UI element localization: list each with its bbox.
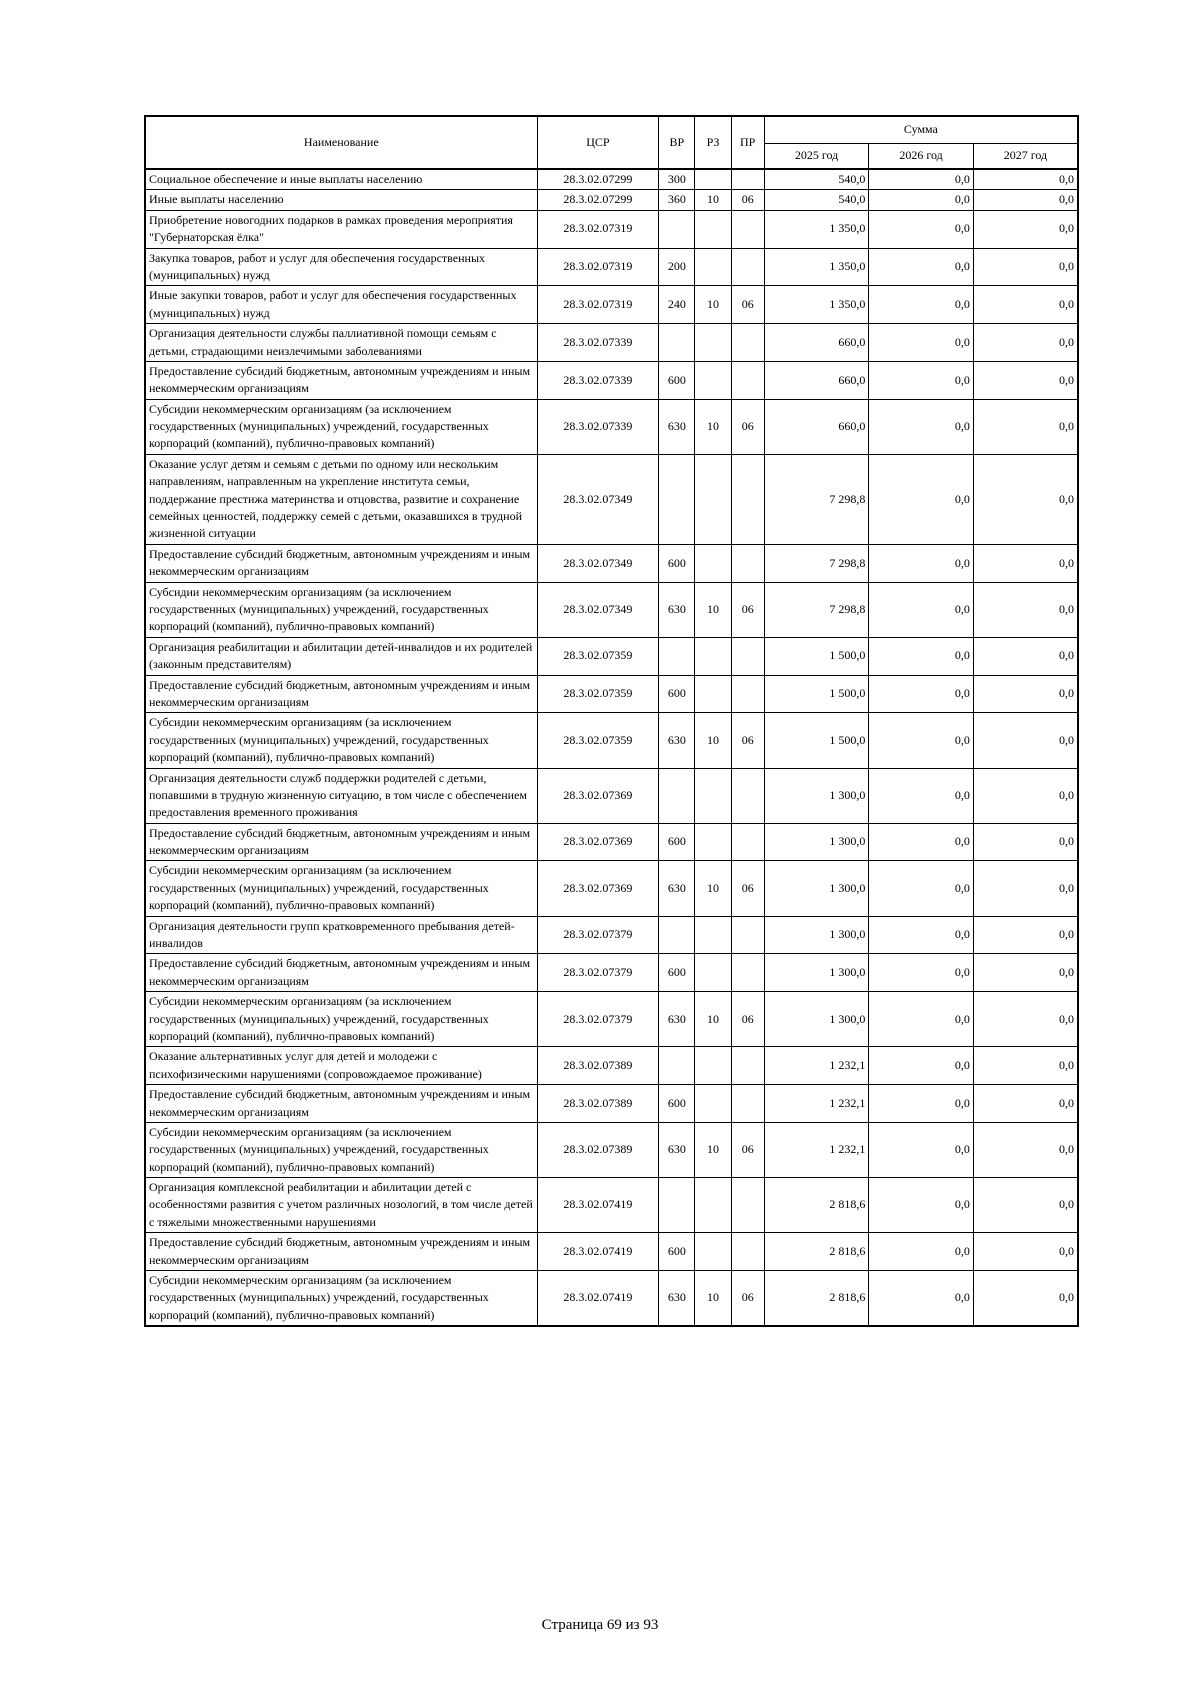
cell-2027: 0,0 [973,1047,1078,1085]
cell-csr: 28.3.02.07299 [537,169,659,190]
cell-2026: 0,0 [869,582,974,637]
cell-2026: 0,0 [869,210,974,248]
cell-pr [731,544,764,582]
table-row [145,286,1078,324]
cell-rz: 10 [695,861,731,916]
table-row [145,954,1078,992]
cell-2025: 7 298,8 [764,454,869,544]
cell-2025: 1 500,0 [764,637,869,675]
cell-2025: 1 300,0 [764,861,869,916]
header-csr: ЦСР [537,116,659,169]
cell-vr [659,916,695,954]
cell-2025: 1 350,0 [764,286,869,324]
cell-name: Субсидии некоммерческим организациям (за исключением государственных (муниципальных) учреждений, государственных корпораций (компаний), публично-правовых компаний) [145,399,537,454]
table-row [145,637,1078,675]
cell-csr: 28.3.02.07379 [537,916,659,954]
cell-pr [731,210,764,248]
cell-csr: 28.3.02.07339 [537,324,659,362]
cell-2027: 0,0 [973,399,1078,454]
cell-2025: 540,0 [764,190,869,210]
cell-vr: 600 [659,954,695,992]
cell-2025: 1 500,0 [764,675,869,713]
table-row [145,861,1078,916]
cell-rz: 10 [695,399,731,454]
cell-name: Организация комплексной реабилитации и абилитации детей с особенностями развития с учетом различных нозологий, в том числе детей с тяжелыми множественными нарушениями [145,1178,537,1233]
cell-2025: 1 232,1 [764,1085,869,1123]
table-header [145,116,1078,169]
cell-name: Оказание услуг детям и семьям с детьми по одному или нескольким направлениям, направленным на укрепление института семьи, поддержание престижа материнства и отцовства, развитие и сохранение семейных ценностей, поддержку семей с детьми, оказавшихся в трудной жизненной ситуации [145,454,537,544]
cell-rz [695,637,731,675]
cell-vr: 360 [659,190,695,210]
cell-2025: 1 232,1 [764,1122,869,1177]
table-row [145,190,1078,210]
table-row [145,675,1078,713]
cell-name: Субсидии некоммерческим организациям (за исключением государственных (муниципальных) учреждений, государственных корпораций (компаний), публично-правовых компаний) [145,1271,537,1327]
cell-2026: 0,0 [869,637,974,675]
cell-name: Иные закупки товаров, работ и услуг для обеспечения государственных (муниципальных) нужд [145,286,537,324]
table-row [145,582,1078,637]
cell-rz [695,361,731,399]
cell-name: Субсидии некоммерческим организациям (за исключением государственных (муниципальных) учреждений, государственных корпораций (компаний), публично-правовых компаний) [145,861,537,916]
cell-vr: 630 [659,861,695,916]
cell-name: Предоставление субсидий бюджетным, автономным учреждениям и иным некоммерческим организациям [145,1233,537,1271]
cell-name: Субсидии некоммерческим организациям (за исключением государственных (муниципальных) учреждений, государственных корпораций (компаний), публично-правовых компаний) [145,992,537,1047]
cell-vr [659,1047,695,1085]
cell-2027: 0,0 [973,954,1078,992]
cell-2026: 0,0 [869,1085,974,1123]
cell-2027: 0,0 [973,544,1078,582]
cell-rz: 10 [695,713,731,768]
cell-vr: 600 [659,1085,695,1123]
page-number: Страница 69 из 93 [541,1617,659,1633]
cell-csr: 28.3.02.07369 [537,768,659,823]
cell-vr: 600 [659,544,695,582]
table-row [145,544,1078,582]
cell-2026: 0,0 [869,324,974,362]
budget-table [144,115,1079,1327]
cell-2026: 0,0 [869,1122,974,1177]
cell-csr: 28.3.02.07359 [537,675,659,713]
cell-rz [695,544,731,582]
cell-name: Предоставление субсидий бюджетным, автономным учреждениям и иным некоммерческим организациям [145,361,537,399]
cell-2027: 0,0 [973,992,1078,1047]
cell-2027: 0,0 [973,1178,1078,1233]
table-row [145,454,1078,544]
cell-csr: 28.3.02.07419 [537,1271,659,1327]
cell-2027: 0,0 [973,823,1078,861]
cell-vr: 600 [659,361,695,399]
cell-2027: 0,0 [973,582,1078,637]
cell-pr [731,916,764,954]
table-row [145,399,1078,454]
cell-2025: 540,0 [764,169,869,190]
table-row [145,1178,1078,1233]
cell-2027: 0,0 [973,1271,1078,1327]
cell-2026: 0,0 [869,361,974,399]
cell-csr: 28.3.02.07379 [537,954,659,992]
cell-csr: 28.3.02.07419 [537,1178,659,1233]
cell-name: Социальное обеспечение и иные выплаты населению [145,169,537,190]
cell-name: Организация деятельности службы паллиативной помощи семьям с детьми, страдающими неизлечимыми заболеваниями [145,324,537,362]
cell-2027: 0,0 [973,361,1078,399]
cell-vr: 630 [659,582,695,637]
cell-rz [695,1085,731,1123]
table-row [145,992,1078,1047]
cell-2027: 0,0 [973,190,1078,210]
cell-2025: 1 300,0 [764,954,869,992]
cell-csr: 28.3.02.07389 [537,1122,659,1177]
cell-rz [695,954,731,992]
cell-2026: 0,0 [869,1271,974,1327]
cell-rz: 10 [695,992,731,1047]
cell-2026: 0,0 [869,454,974,544]
table-row [145,324,1078,362]
cell-2026: 0,0 [869,399,974,454]
cell-pr [731,954,764,992]
cell-vr: 200 [659,248,695,286]
cell-2025: 2 818,6 [764,1271,869,1327]
cell-csr: 28.3.02.07349 [537,454,659,544]
cell-name: Иные выплаты населению [145,190,537,210]
cell-csr: 28.3.02.07339 [537,361,659,399]
table-row [145,1271,1078,1327]
table-row [145,169,1078,190]
cell-2026: 0,0 [869,713,974,768]
cell-2025: 1 500,0 [764,713,869,768]
cell-vr: 630 [659,399,695,454]
cell-2026: 0,0 [869,675,974,713]
cell-csr: 28.3.02.07389 [537,1047,659,1085]
cell-2025: 1 300,0 [764,916,869,954]
cell-rz: 10 [695,190,731,210]
cell-csr: 28.3.02.07369 [537,823,659,861]
cell-pr [731,324,764,362]
cell-2027: 0,0 [973,210,1078,248]
cell-rz: 10 [695,1122,731,1177]
cell-2026: 0,0 [869,1233,974,1271]
cell-2027: 0,0 [973,1085,1078,1123]
cell-2027: 0,0 [973,1122,1078,1177]
cell-vr: 630 [659,1271,695,1327]
cell-csr: 28.3.02.07319 [537,286,659,324]
cell-rz: 10 [695,1271,731,1327]
cell-rz [695,454,731,544]
cell-2025: 1 300,0 [764,768,869,823]
cell-name: Организация деятельности групп кратковременного пребывания детей-инвалидов [145,916,537,954]
cell-2026: 0,0 [869,544,974,582]
cell-pr [731,675,764,713]
cell-pr [731,1047,764,1085]
cell-csr: 28.3.02.07339 [537,399,659,454]
cell-2025: 7 298,8 [764,544,869,582]
cell-csr: 28.3.02.07369 [537,861,659,916]
header-year-2025: 2025 год [764,144,869,170]
cell-pr [731,1233,764,1271]
cell-rz [695,1233,731,1271]
cell-vr: 630 [659,992,695,1047]
cell-pr: 06 [731,286,764,324]
cell-name: Организация деятельности служб поддержки родителей с детьми, попавшими в трудную жизненную ситуацию, в том числе с обеспечением предоставления временного проживания [145,768,537,823]
cell-2026: 0,0 [869,992,974,1047]
cell-csr: 28.3.02.07349 [537,544,659,582]
cell-vr [659,324,695,362]
cell-vr: 630 [659,1122,695,1177]
cell-2025: 2 818,6 [764,1178,869,1233]
table-row [145,361,1078,399]
cell-csr: 28.3.02.07359 [537,713,659,768]
cell-2025: 1 350,0 [764,248,869,286]
cell-pr [731,1085,764,1123]
cell-rz [695,324,731,362]
cell-vr: 300 [659,169,695,190]
cell-2027: 0,0 [973,286,1078,324]
cell-pr [731,454,764,544]
cell-vr: 630 [659,713,695,768]
header-year-2026: 2026 год [869,144,974,170]
cell-name: Предоставление субсидий бюджетным, автономным учреждениям и иным некоммерческим организациям [145,675,537,713]
table-row [145,210,1078,248]
table-row [145,916,1078,954]
cell-2025: 660,0 [764,361,869,399]
table-row [145,1233,1078,1271]
cell-2026: 0,0 [869,1047,974,1085]
table-body [145,169,1078,1326]
cell-name: Приобретение новогодних подарков в рамках проведения мероприятия "Губернаторская ёлка" [145,210,537,248]
cell-pr: 06 [731,861,764,916]
cell-2027: 0,0 [973,768,1078,823]
cell-name: Субсидии некоммерческим организациям (за исключением государственных (муниципальных) учреждений, государственных корпораций (компаний), публично-правовых компаний) [145,713,537,768]
cell-2027: 0,0 [973,324,1078,362]
table-row [145,823,1078,861]
table-row [145,713,1078,768]
cell-2026: 0,0 [869,1178,974,1233]
cell-2026: 0,0 [869,861,974,916]
cell-pr: 06 [731,1271,764,1327]
cell-2027: 0,0 [973,916,1078,954]
cell-vr: 600 [659,1233,695,1271]
cell-csr: 28.3.02.07319 [537,248,659,286]
cell-2027: 0,0 [973,637,1078,675]
cell-rz: 10 [695,286,731,324]
cell-pr: 06 [731,190,764,210]
cell-vr [659,1178,695,1233]
cell-2025: 1 300,0 [764,992,869,1047]
cell-pr [731,248,764,286]
table-row [145,1047,1078,1085]
cell-2025: 1 350,0 [764,210,869,248]
table-row [145,1085,1078,1123]
cell-pr [731,169,764,190]
cell-2027: 0,0 [973,1233,1078,1271]
cell-pr [731,768,764,823]
cell-pr: 06 [731,582,764,637]
cell-2026: 0,0 [869,954,974,992]
header-sum: Сумма [764,116,1078,144]
cell-csr: 28.3.02.07299 [537,190,659,210]
cell-vr [659,454,695,544]
cell-name: Оказание альтернативных услуг для детей и молодежи с психофизическими нарушениями (сопровождаемое проживание) [145,1047,537,1085]
cell-2026: 0,0 [869,169,974,190]
cell-pr: 06 [731,713,764,768]
cell-csr: 28.3.02.07379 [537,992,659,1047]
cell-2027: 0,0 [973,248,1078,286]
cell-name: Субсидии некоммерческим организациям (за исключением государственных (муниципальных) учреждений, государственных корпораций (компаний), публично-правовых компаний) [145,582,537,637]
cell-2027: 0,0 [973,169,1078,190]
cell-csr: 28.3.02.07389 [537,1085,659,1123]
cell-2025: 660,0 [764,324,869,362]
table-row [145,1122,1078,1177]
header-rz: РЗ [695,116,731,169]
cell-2027: 0,0 [973,861,1078,916]
cell-2025: 1 300,0 [764,823,869,861]
cell-pr: 06 [731,992,764,1047]
cell-pr: 06 [731,1122,764,1177]
cell-name: Предоставление субсидий бюджетным, автономным учреждениям и иным некоммерческим организациям [145,1085,537,1123]
cell-2026: 0,0 [869,286,974,324]
cell-2027: 0,0 [973,675,1078,713]
cell-vr: 600 [659,675,695,713]
cell-name: Закупка товаров, работ и услуг для обеспечения государственных (муниципальных) нужд [145,248,537,286]
cell-vr: 600 [659,823,695,861]
cell-2025: 2 818,6 [764,1233,869,1271]
cell-name: Предоставление субсидий бюджетным, автономным учреждениям и иным некоммерческим организациям [145,954,537,992]
header-vr: ВР [659,116,695,169]
cell-name: Организация реабилитации и абилитации детей-инвалидов и их родителей (законным представителям) [145,637,537,675]
cell-rz [695,823,731,861]
cell-rz [695,1047,731,1085]
cell-rz [695,675,731,713]
cell-vr: 240 [659,286,695,324]
cell-vr [659,637,695,675]
cell-csr: 28.3.02.07349 [537,582,659,637]
cell-2026: 0,0 [869,190,974,210]
cell-rz [695,1178,731,1233]
cell-csr: 28.3.02.07419 [537,1233,659,1271]
cell-rz [695,210,731,248]
cell-2026: 0,0 [869,823,974,861]
cell-vr [659,210,695,248]
cell-pr [731,637,764,675]
header-year-2027: 2027 год [973,144,1078,170]
cell-csr: 28.3.02.07319 [537,210,659,248]
cell-2026: 0,0 [869,768,974,823]
cell-pr: 06 [731,399,764,454]
cell-rz: 10 [695,582,731,637]
cell-2026: 0,0 [869,248,974,286]
cell-2025: 660,0 [764,399,869,454]
cell-rz [695,169,731,190]
cell-2025: 1 232,1 [764,1047,869,1085]
header-pr: ПР [731,116,764,169]
cell-name: Субсидии некоммерческим организациям (за исключением государственных (муниципальных) учреждений, государственных корпораций (компаний), публично-правовых компаний) [145,1122,537,1177]
cell-name: Предоставление субсидий бюджетным, автономным учреждениям и иным некоммерческим организациям [145,544,537,582]
cell-vr [659,768,695,823]
cell-rz [695,248,731,286]
cell-csr: 28.3.02.07359 [537,637,659,675]
cell-2025: 7 298,8 [764,582,869,637]
cell-name: Предоставление субсидий бюджетным, автономным учреждениям и иным некоммерческим организациям [145,823,537,861]
cell-2027: 0,0 [973,713,1078,768]
cell-rz [695,916,731,954]
table-row [145,768,1078,823]
cell-pr [731,823,764,861]
cell-rz [695,768,731,823]
header-name: Наименование [145,116,537,169]
table-row [145,248,1078,286]
cell-pr [731,1178,764,1233]
cell-2027: 0,0 [973,454,1078,544]
cell-pr [731,361,764,399]
cell-2026: 0,0 [869,916,974,954]
